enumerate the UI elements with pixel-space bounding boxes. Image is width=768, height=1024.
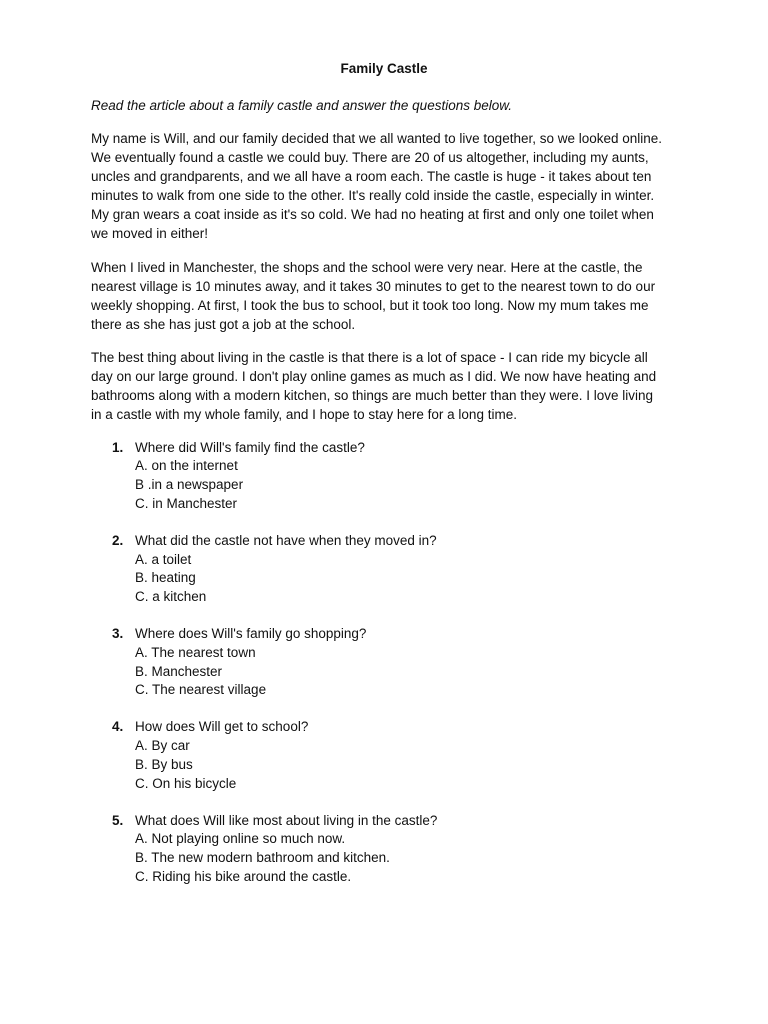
article-paragraph-2 — [91, 258, 668, 334]
article-paragraph-1 — [91, 129, 668, 243]
question-number: 1. — [112, 439, 124, 455]
question-text: What did the castle not have when they moved in? — [135, 532, 437, 548]
question-list — [91, 439, 668, 887]
answer-option: C. in Manchester — [135, 495, 238, 511]
answer-option: C. The nearest village — [135, 682, 267, 698]
paragraph-line: we moved in either! — [91, 226, 209, 241]
question-text: Where did Will's family find the castle? — [135, 439, 365, 455]
question-item-3 — [91, 625, 668, 700]
question-number: 4. — [112, 719, 124, 735]
paragraph-line: minutes to walk from one side to the other. It's really cold inside the castle, especially in winter. — [91, 188, 655, 203]
answer-option: A. By car — [135, 738, 190, 754]
answer-option: A. on the internet — [135, 458, 238, 474]
answer-option: C. Riding his bike around the castle. — [135, 868, 352, 884]
question-item-5 — [91, 812, 668, 887]
instructions-text: Read the article about a family castle and answer the questions below. — [91, 98, 512, 113]
question-item-2 — [91, 532, 668, 607]
question-item-1 — [91, 439, 668, 514]
answer-option: A. a toilet — [135, 551, 192, 567]
paragraph-line: weekly shopping. At first, I took the bus to school, but it took too long. Now my mum takes me — [91, 297, 649, 313]
question-number: 2. — [112, 532, 124, 548]
answer-option: C. a kitchen — [135, 588, 207, 604]
answer-option: B. Manchester — [135, 663, 223, 679]
answer-option: C. On his bicycle — [135, 775, 237, 791]
answer-option: A. The nearest town — [135, 644, 256, 660]
answer-option: B. By bus — [135, 756, 193, 772]
paragraph-line: My name is Will, and our family decided that we all wanted to live together, so we looked online. — [91, 131, 663, 146]
answer-option: B .in a newspaper — [135, 476, 244, 492]
paragraph-line: in a castle with my whole family, and I hope to stay here for a long time. — [91, 407, 517, 422]
question-number: 3. — [112, 626, 124, 642]
question-text: How does Will get to school? — [135, 719, 309, 735]
question-text: What does Will like most about living in the castle? — [135, 812, 438, 828]
page-title: Family Castle — [340, 61, 428, 76]
paragraph-line: there as she has just got a job at the school. — [91, 316, 356, 332]
article-paragraph-3 — [91, 348, 668, 424]
question-item-4 — [91, 718, 668, 793]
paragraph-line: uncles and grandparents, and we all have a room each. The castle is huge - it takes about ten — [91, 169, 652, 184]
paragraph-line: day on our large ground. I don't play online games as much as I did. We now have heating and — [91, 369, 657, 384]
question-number: 5. — [112, 812, 124, 828]
paragraph-line: nearest village is 10 minutes away, and it takes 30 minutes to get to the nearest town to do our — [91, 278, 656, 294]
answer-option: B. The new modern bathroom and kitchen. — [135, 850, 390, 866]
paragraph-line: My gran wears a coat inside as it's so cold. We had no heating at first and only one toilet when — [91, 207, 654, 222]
paragraph-line: We eventually found a castle we could buy. There are 20 of us altogether, including my aunts, — [91, 150, 649, 165]
paragraph-line: bathrooms along with a modern kitchen, so things are much better than they were. I love living — [91, 388, 654, 403]
paragraph-line: The best thing about living in the castle is that there is a lot of space - I can ride my bicycle all — [91, 350, 648, 365]
answer-option: B. heating — [135, 570, 196, 586]
answer-option: A. Not playing online so much now. — [135, 831, 346, 847]
question-text: Where does Will's family go shopping? — [135, 626, 367, 642]
paragraph-line: When I lived in Manchester, the shops and the school were very near. Here at the castle, the — [91, 259, 643, 275]
